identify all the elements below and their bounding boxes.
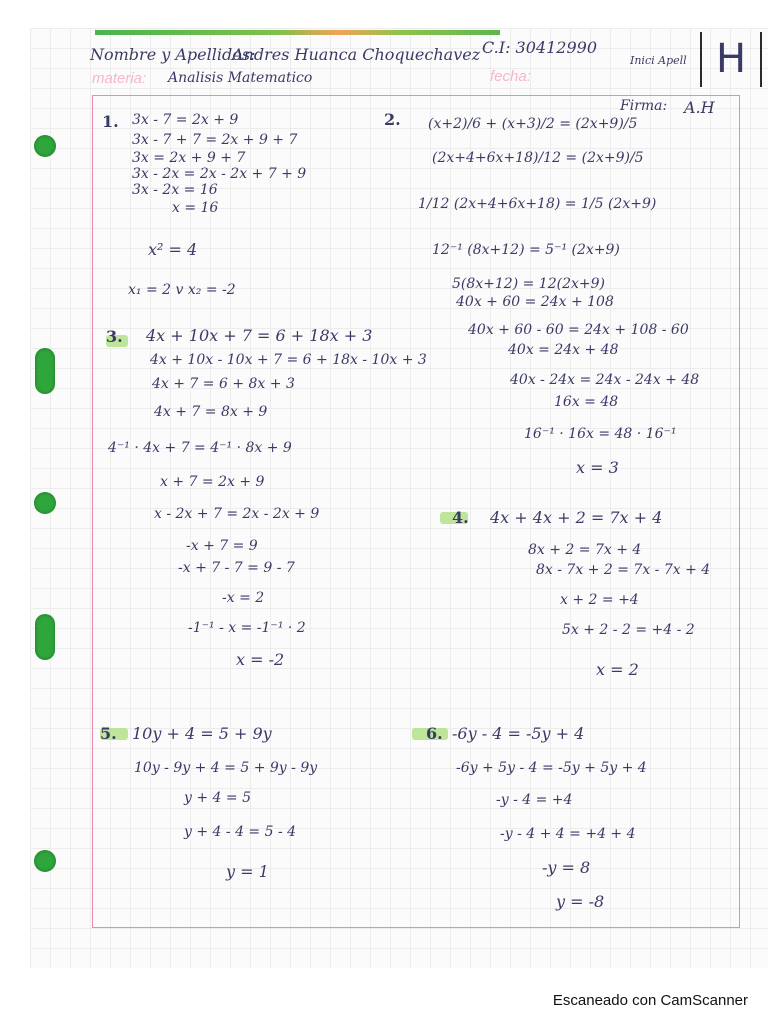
- scanner-watermark: Escaneado con CamScanner: [552, 992, 748, 1009]
- header-divider: [760, 32, 762, 87]
- equation-line: 40x = 24x + 48: [508, 342, 619, 358]
- equation-line: 4⁻¹ · 4x + 7 = 4⁻¹ · 8x + 9: [108, 440, 292, 456]
- punch-hole: [35, 348, 55, 394]
- equation-line: 4x + 10x + 7 = 6 + 18x + 3: [146, 326, 373, 345]
- equation-line: x₁ = 2 v x₂ = -2: [128, 282, 236, 298]
- name-label: Nombre y Apellidos:: [90, 45, 256, 64]
- punch-hole: [34, 850, 56, 872]
- equation-line: 4x + 10x - 10x + 7 = 6 + 18x - 10x + 3: [150, 352, 427, 368]
- signature-label: Firma:: [620, 98, 668, 114]
- equation-line: -y - 4 + 4 = +4 + 4: [500, 826, 636, 842]
- equation-line: 3x - 2x = 16: [132, 182, 218, 198]
- equation-line: 1/12 (2x+4+6x+18) = 1/5 (2x+9): [418, 196, 657, 212]
- equation-line: y + 4 = 5: [184, 790, 251, 806]
- equation-line: 10y - 9y + 4 = 5 + 9y - 9y: [134, 760, 318, 776]
- equation-line: 4x + 7 = 6 + 8x + 3: [152, 376, 295, 392]
- equation-line: 40x - 24x = 24x - 24x + 48: [510, 372, 700, 388]
- equation-line: x = 2: [596, 660, 639, 679]
- equation-line: 8x - 7x + 2 = 7x - 7x + 4: [536, 562, 711, 578]
- problem-number: 1.: [102, 112, 119, 131]
- equation-line: -y - 4 = +4: [496, 792, 573, 808]
- equation-line: 40x + 60 - 60 = 24x + 108 - 60: [468, 322, 689, 338]
- equation-line: 3x - 7 + 7 = 2x + 9 + 7: [132, 132, 298, 148]
- equation-line: -1⁻¹ - x = -1⁻¹ · 2: [188, 620, 306, 636]
- equation-line: (2x+4+6x+18)/12 = (2x+9)/5: [432, 150, 644, 166]
- equation-line: -6y - 4 = -5y + 4: [452, 724, 585, 743]
- equation-line: 16⁻¹ · 16x = 48 · 16⁻¹: [524, 426, 677, 442]
- equation-line: x + 2 = +4: [560, 592, 639, 608]
- date-label: fecha:: [490, 68, 531, 85]
- equation-line: 4x + 7 = 8x + 9: [154, 404, 268, 420]
- name-value: Andres Huanca Choquechavez: [232, 45, 481, 64]
- equation-line: x = 16: [172, 200, 219, 216]
- equation-line: y = -8: [556, 892, 605, 911]
- equation-line: 3x - 2x = 2x - 2x + 7 + 9: [132, 166, 307, 182]
- punch-hole: [34, 135, 56, 157]
- equation-line: 5(8x+12) = 12(2x+9): [452, 276, 605, 292]
- equation-line: x = 3: [576, 458, 619, 477]
- equation-line: (x+2)/6 + (x+3)/2 = (2x+9)/5: [428, 116, 638, 132]
- equation-line: 5x + 2 - 2 = +4 - 2: [562, 622, 695, 638]
- equation-line: x = -2: [236, 650, 285, 669]
- subject-label: materia:: [92, 70, 147, 87]
- equation-line: 10y + 4 = 5 + 9y: [132, 724, 272, 743]
- ci-number: C.I: 30412990: [482, 38, 597, 57]
- punch-hole: [35, 614, 55, 660]
- problem-number: 2.: [384, 110, 401, 129]
- problem-number: 5.: [100, 724, 117, 743]
- problem-number: 3.: [106, 327, 123, 346]
- color-strip: [95, 30, 500, 35]
- equation-line: x + 7 = 2x + 9: [160, 474, 265, 490]
- equation-line: y = 1: [226, 862, 269, 881]
- problem-number: 6.: [426, 724, 443, 743]
- header-divider: [700, 32, 702, 87]
- equation-line: x - 2x + 7 = 2x - 2x + 9: [154, 506, 320, 522]
- equation-line: -x + 7 = 9: [186, 538, 258, 554]
- section-note: Inici Apell: [630, 54, 687, 67]
- signature: A.H: [684, 98, 715, 117]
- equation-line: -x + 7 - 7 = 9 - 7: [178, 560, 295, 576]
- equation-line: 3x = 2x + 9 + 7: [132, 150, 246, 166]
- punch-hole: [34, 492, 56, 514]
- problem-number: 4.: [452, 508, 469, 527]
- equation-line: 12⁻¹ (8x+12) = 5⁻¹ (2x+9): [432, 242, 620, 258]
- equation-line: y + 4 - 4 = 5 - 4: [184, 824, 297, 840]
- subject-value: Analisis Matematico: [168, 70, 313, 86]
- equation-line: x² = 4: [148, 240, 198, 259]
- equation-line: 4x + 4x + 2 = 7x + 4: [490, 508, 663, 527]
- equation-line: 8x + 2 = 7x + 4: [528, 542, 642, 558]
- equation-line: -x = 2: [222, 590, 265, 606]
- equation-line: -6y + 5y - 4 = -5y + 5y + 4: [456, 760, 647, 776]
- grade-letter: H: [716, 36, 747, 82]
- equation-line: 3x - 7 = 2x + 9: [132, 112, 239, 128]
- equation-line: 16x = 48: [554, 394, 619, 410]
- equation-line: -y = 8: [542, 858, 591, 877]
- equation-line: 40x + 60 = 24x + 108: [456, 294, 614, 310]
